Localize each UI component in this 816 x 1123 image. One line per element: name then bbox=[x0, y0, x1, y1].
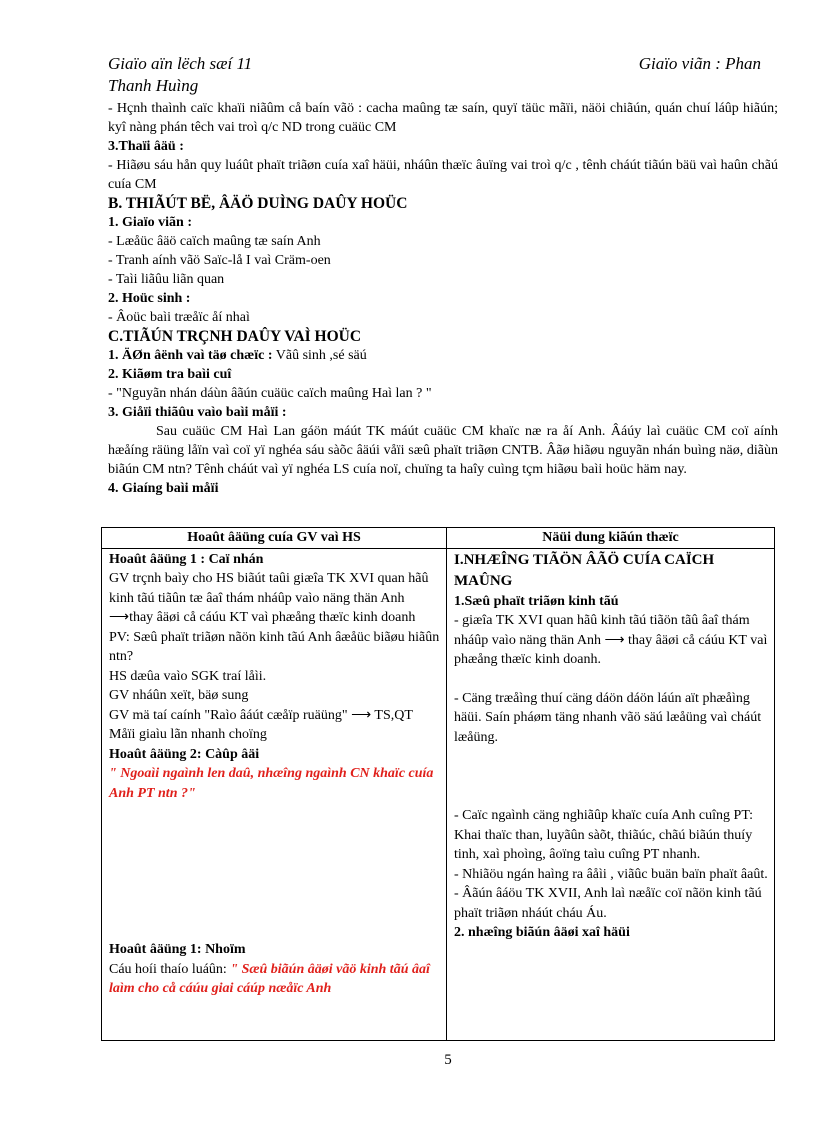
spacer bbox=[454, 670, 768, 689]
activity-text: Måïi giaìu lãn nhanh choïng bbox=[109, 727, 267, 742]
objective-line: - Hçnh thaình caïc khaïi niãûm cå baín vãö : cacha maûng tæ saín, quyï täüc mãïi, näöi chiãún, quán chuí láûp hiãún; kyî nàng phán têch vai troì q/c ND trong cuäüc CM bbox=[108, 101, 778, 135]
pair-question: " Ngoaìi ngaình len daû, nhæîng ngaình CN khaïc cuía Anh PT ntn ?" bbox=[109, 766, 434, 801]
new-lesson-heading: 4. Giaíng baìi måïi bbox=[108, 481, 219, 496]
activity-text: GV nháûn xeït, bäø sung bbox=[109, 688, 249, 703]
review-question: - "Nguyãn nhán dáùn âãún cuäüc caïch maûng Haì lan ? " bbox=[108, 386, 432, 401]
spacer bbox=[109, 803, 440, 940]
header-teacher-name: Thanh Huìng bbox=[108, 76, 199, 95]
content-text: - Caïc ngaình cäng nghiãûp khaïc cuía Anh cuîng PT: Khai thaïc than, luyãûn sàõt, thiãúc, chãú biãún thuíy tinh, xaì phoìng, âoïng taìu cuîng PT nhanh. bbox=[454, 808, 754, 862]
table-row bbox=[102, 548, 775, 1041]
header-subject: Giaïo aïn lëch sæí 11 bbox=[108, 54, 253, 73]
student-heading: 2. Hoüc sinh : bbox=[108, 291, 191, 306]
student-item-1: - Âoüc baìi træåïc åí nhaì bbox=[108, 310, 250, 325]
stabilize-label: 1. ÄØn âënh vaì täø chæïc : bbox=[108, 348, 273, 363]
column-header-content: Näüi dung kiãún thæïc bbox=[447, 528, 775, 549]
stabilize-line bbox=[108, 346, 778, 365]
intro-heading: 3. Giåïi thiãûu vaìo baìi måïi : bbox=[108, 405, 287, 420]
content-cell bbox=[447, 548, 775, 1041]
discussion-label: Cáu hoíi thaío luáûn: bbox=[109, 961, 231, 977]
activities-cell bbox=[102, 548, 447, 1041]
teacher-item-1: - Læåüc âäö caïch maûng tæ saín Anh bbox=[108, 234, 321, 249]
activity-text: HS dæûa vaìo SGK traí låìi. bbox=[109, 668, 267, 684]
section-b-heading: B. THIÃÚT BË, ÂÄÖ DUÌNG DAÛY HOÜC bbox=[108, 195, 408, 212]
teacher-item-3: - Taìi liãûu liãn quan bbox=[108, 272, 225, 287]
review-heading: 2. Kiãøm tra baìi cuî bbox=[108, 367, 232, 382]
content-text: - giæîa TK XVI quan hãû kinh tãú tiãön tãû âaî thám nháûp vaìo näng thän Anh ⟶ thay âäøi cå cáúu KT vaì phæång thæïc kinh doanh. bbox=[454, 613, 768, 667]
lesson-table bbox=[101, 527, 775, 1041]
stabilize-text: Vãû sinh ,sé säú bbox=[272, 348, 367, 363]
content-text: - Cäng træåìng thuí cäng dáön dáön láún aït phæåìng häüi. Saín pháøm täng nhanh vãö säú læåüng vaì cháút læåüng. bbox=[454, 690, 762, 745]
intro-paragraph: Sau cuäüc CM Haì Lan gáön máút TK máút cuäüc CM khaïc næ ra åí Anh. Âáúy laì cuäüc CM coï aính hæåíng räüng låïn vaì coï yï nghéa sáu sàõc âäúi våïi sæû phaït triãøn CNTB. Âãø hiãøu nguyãn nhán buìng näø, diãùn biãún CM ntn? Tênh cháút vaì yï nghéa LS cuía noï, chuïng ta haîy cuìng tçm hiãøu baìi hoüc häm nay. bbox=[108, 424, 778, 477]
attitude-line: - Hiãøu sáu hån quy luáût phaït triãøn cuía xaî häüi, nháûn thæïc âuïng vai troì q/c , tênh cháút tiãún bäü vaì haûn chãú cuía CM bbox=[108, 158, 778, 192]
content-heading-2: 2. nhæîng biãún âäøi xaî häüi bbox=[454, 925, 630, 940]
activity-text: PV: Sæû phaït triãøn nãön kinh tãú Anh âæåüc biãøu hiãûn ntn? bbox=[109, 629, 440, 664]
discussion-question bbox=[109, 960, 440, 999]
content-text: - Nhiãöu ngán haìng ra âåìi , viãûc buän baïn phaït âaût. bbox=[454, 866, 768, 882]
activity-2-title: Hoaût âäüng 2: Càûp âäi bbox=[109, 746, 260, 762]
lesson-body bbox=[108, 99, 778, 498]
table-header-row bbox=[102, 528, 775, 549]
teacher-item-2: - Tranh aính vãö Saïc-lå I vaì Cräm-oen bbox=[108, 253, 331, 268]
content-text: - Âãún âáöu TK XVII, Anh laì næåïc coï nãön kinh tãú phaït triãøn nháút cháu Áu. bbox=[454, 886, 762, 921]
discussion-text: " Sæû biãún âäøi vãö kinh tãú âaî laìm cho cå cáúu giai cáúp næåïc Anh bbox=[109, 961, 430, 996]
header-teacher: Giaïo viãn : Phan bbox=[638, 54, 761, 73]
section-c-heading: C.TIÃÚN TRÇNH DAÛY VAÌ HOÜC bbox=[108, 328, 362, 345]
content-heading-1: I.NHÆÎNG TIÃÖN ÂÃÖ CUÍA CAÏCH MAÛNG bbox=[454, 551, 715, 589]
attitude-heading: 3.Thaïi âäü : bbox=[108, 139, 184, 154]
column-header-activities: Hoaût âäüng cuía GV vaì HS bbox=[102, 528, 447, 549]
content-subheading-1: 1.Sæû phaït triãøn kinh tãú bbox=[454, 593, 619, 609]
activity-text: GV trçnh baìy cho HS biãút taûi giæîa TK XVI quan hãû kinh tãú tiãûn tæ âaî thám nháûp vaìo näng thän Anh ⟶thay âäøi cå cáúu KT vaì phæång thæïc kinh doanh bbox=[109, 571, 429, 625]
page-number: 5 bbox=[444, 1052, 452, 1068]
activity-3-title: Hoaût âäüng 1: Nhoïm bbox=[109, 942, 246, 957]
activity-text: GV mä taí caính "Raìo âáút cæåïp ruäüng" ⟶ TS,QT bbox=[109, 707, 413, 723]
teacher-heading: 1. Giaïo viãn : bbox=[108, 215, 193, 230]
activity-1-title: Hoaût âäüng 1 : Caï nhán bbox=[109, 551, 264, 567]
spacer bbox=[454, 747, 768, 806]
